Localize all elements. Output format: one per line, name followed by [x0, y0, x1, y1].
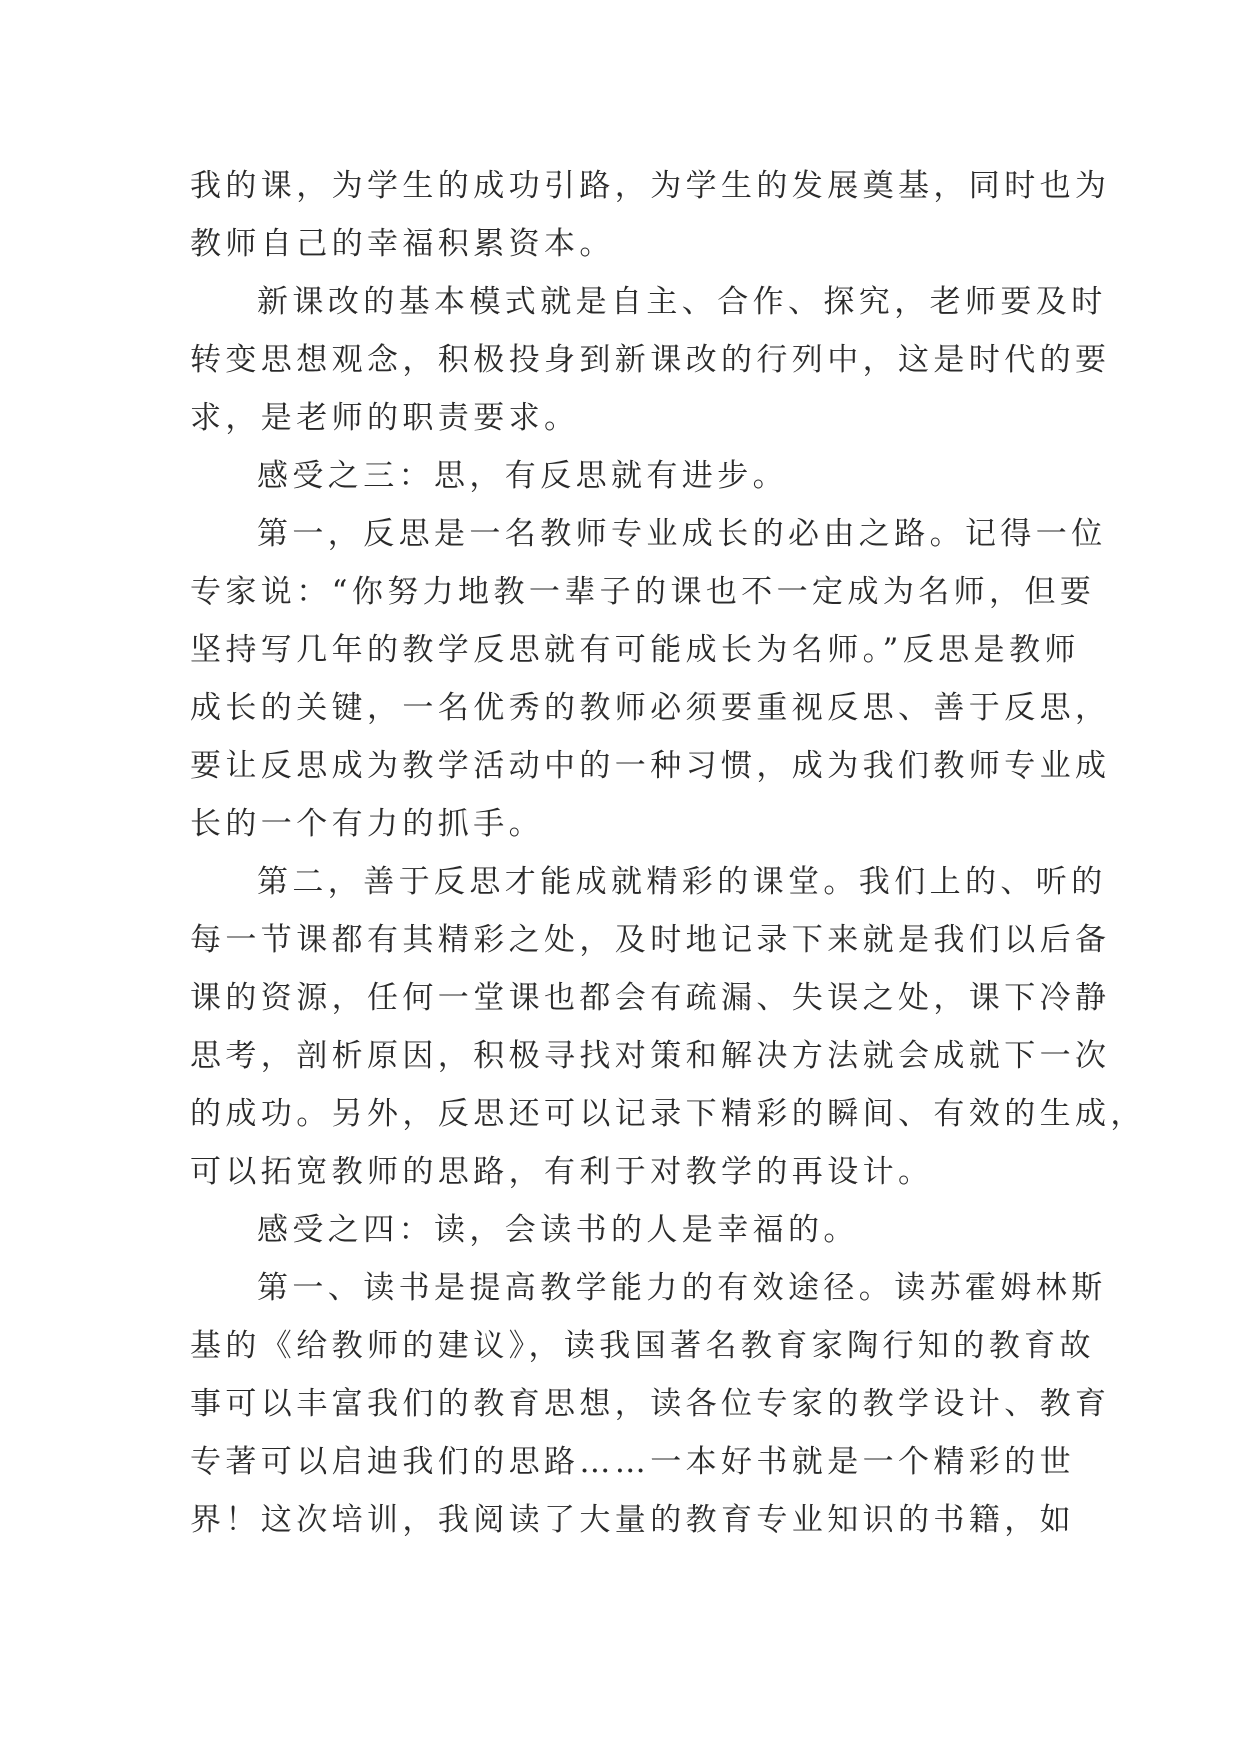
text-line: 第一，反思是一名教师专业成长的必由之路。记得一位: [257, 516, 1107, 552]
text-line: 坚持写几年的教学反思就有可能成长为名师。”反思是教师: [190, 632, 1080, 668]
text-line: 的成功。另外，反思还可以记录下精彩的瞬间、有效的生成，: [190, 1096, 1146, 1132]
section-heading: 感受之三：思，有反思就有进步。: [257, 458, 788, 494]
text-line: 第二，善于反思才能成就精彩的课堂。我们上的、听的: [257, 864, 1107, 900]
text-line: 我的课，为学生的成功引路，为学生的发展奠基，同时也为: [190, 168, 1111, 204]
text-line: 教师自己的幸福积累资本。: [190, 226, 615, 262]
text-line: 要让反思成为教学活动中的一种习惯，成为我们教师专业成: [190, 748, 1111, 784]
text-line: 新课改的基本模式就是自主、合作、探究，老师要及时: [257, 284, 1107, 320]
text-line: 基的《给教师的建议》，读我国著名教育家陶行知的教育故: [190, 1328, 1095, 1364]
text-line: 思考，剖析原因，积极寻找对策和解决方法就会成就下一次: [190, 1038, 1111, 1074]
text-line: 可以拓宽教师的思路，有利于对教学的再设计。: [190, 1154, 934, 1190]
text-line: 第一、读书是提高教学能力的有效途径。读苏霍姆林斯: [257, 1270, 1107, 1306]
text-line: 事可以丰富我们的教育思想，读各位专家的教学设计、教育: [190, 1386, 1111, 1422]
body-text: [190, 157, 1146, 1549]
text-line: 界！这次培训，我阅读了大量的教育专业知识的书籍，如: [190, 1502, 1075, 1538]
text-line: 每一节课都有其精彩之处，及时地记录下来就是我们以后备: [190, 922, 1111, 958]
text-line: 长的一个有力的抓手。: [190, 806, 544, 842]
text-line: 成长的关键，一名优秀的教师必须要重视反思、善于反思，: [190, 690, 1111, 726]
section-heading: 感受之四：读，会读书的人是幸福的。: [257, 1212, 859, 1248]
text-line: 专家说：“你努力地教一辈子的课也不一定成为名师，但要: [190, 574, 1096, 610]
text-line: 求，是老师的职责要求。: [190, 400, 580, 436]
text-line: 专著可以启迪我们的思路……一本好书就是一个精彩的世: [190, 1444, 1075, 1480]
text-line: 转变思想观念，积极投身到新课改的行列中，这是时代的要: [190, 342, 1111, 378]
text-line: 课的资源，任何一堂课也都会有疏漏、失误之处，课下冷静: [190, 980, 1111, 1016]
